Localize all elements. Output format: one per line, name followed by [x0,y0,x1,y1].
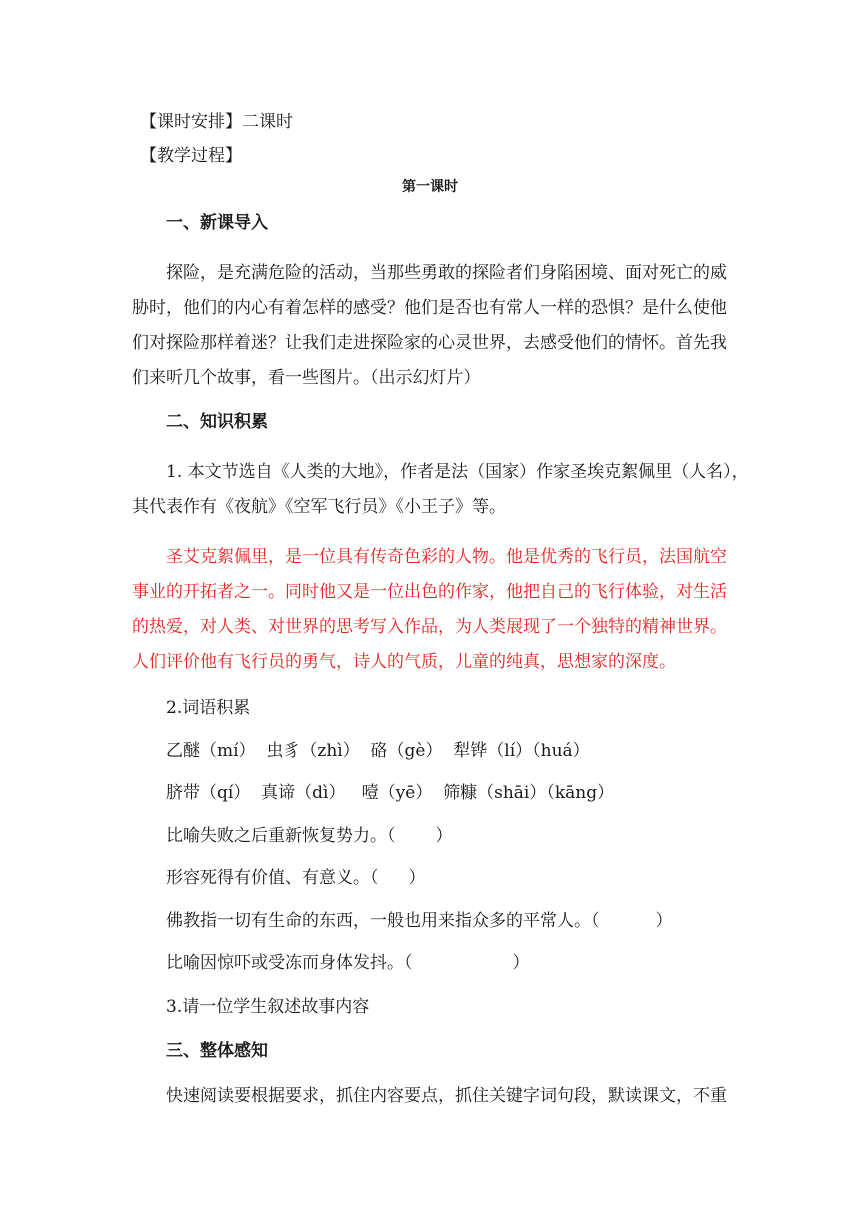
author-note-line-2: 事业的开拓者之一。同时他又是一位出色的作家，他把自己的飞行体验，对生活 [132,582,727,602]
vocab-row-1: 乙醚（mí） 虫豸（zhì） 硌（gè） 犁铧（lí）（huá） [166,741,590,761]
item1-line-1: 1. 本文节选自《人类的大地》，作者是法（国家）作家圣埃克絮佩里（人名）， [166,462,749,482]
item1-line-2: 其代表作有《夜航》《空军飞行员》《小王子》等。 [132,497,506,517]
definition-text: 比喻因惊吓或受冻而身体发抖。（ [166,953,413,973]
lesson-title: 第一课时 [402,179,458,195]
intro-line-3: 们对探险那样着迷？让我们走进探险家的心灵世界，去感受他们的情怀。首先我 [132,333,727,353]
definition-close: ） [655,911,673,931]
definition-text: 佛教指一切有生命的东西，一般也用来指众多的平常人。（ [166,911,600,931]
definition-text: 形容死得有价值、有意义。（ [166,868,379,888]
author-note-line-3: 的热爱，对人类、对世界的思考写入作品，为人类展现了一个独特的精神世界。 [132,617,727,637]
intro-line-1: 探险，是充满危险的活动，当那些勇敢的探险者们身陷困境、面对死亡的威 [166,263,727,283]
definition-1 [166,825,453,847]
author-note-line-1: 圣艾克絮佩里，是一位具有传奇色彩的人物。他是优秀的飞行员，法国航空 [166,547,727,567]
schedule-line: 【课时安排】二课时 [140,112,293,132]
process-line: 【教学过程】 [140,146,242,166]
definition-2 [166,867,426,889]
section1-heading: 一、新课导入 [166,213,268,233]
item3-line: 3.请一位学生叙述故事内容 [166,997,370,1017]
section2-heading: 二、知识积累 [166,412,268,432]
definition-4 [166,952,530,974]
definition-close: ） [435,826,453,846]
definition-3 [166,910,673,932]
definition-close: ） [408,868,426,888]
intro-line-2: 胁时，他们的内心有着怎样的感受？他们是否也有常人一样的恐惧？是什么使他 [132,298,727,318]
section3-heading: 三、整体感知 [166,1041,268,1061]
intro-line-4: 们来听几个故事，看一些图片。（出示幻灯片） [132,368,481,388]
definition-close: ） [512,953,530,973]
definition-text: 比喻失败之后重新恢复势力。（ [166,826,396,846]
author-note-line-4: 人们评价他有飞行员的勇气，诗人的气质，儿童的纯真，思想家的深度。 [132,652,676,672]
section3-line: 快速阅读要根据要求，抓住内容要点，抓住关键字词句段，默读课文，不重 [166,1086,727,1106]
vocab-title: 2.词语积累 [166,698,251,718]
vocab-row-2: 脐带（qí） 真谛（dì） 噎（yē） 筛糠（shāi）（kāng） [166,783,615,803]
